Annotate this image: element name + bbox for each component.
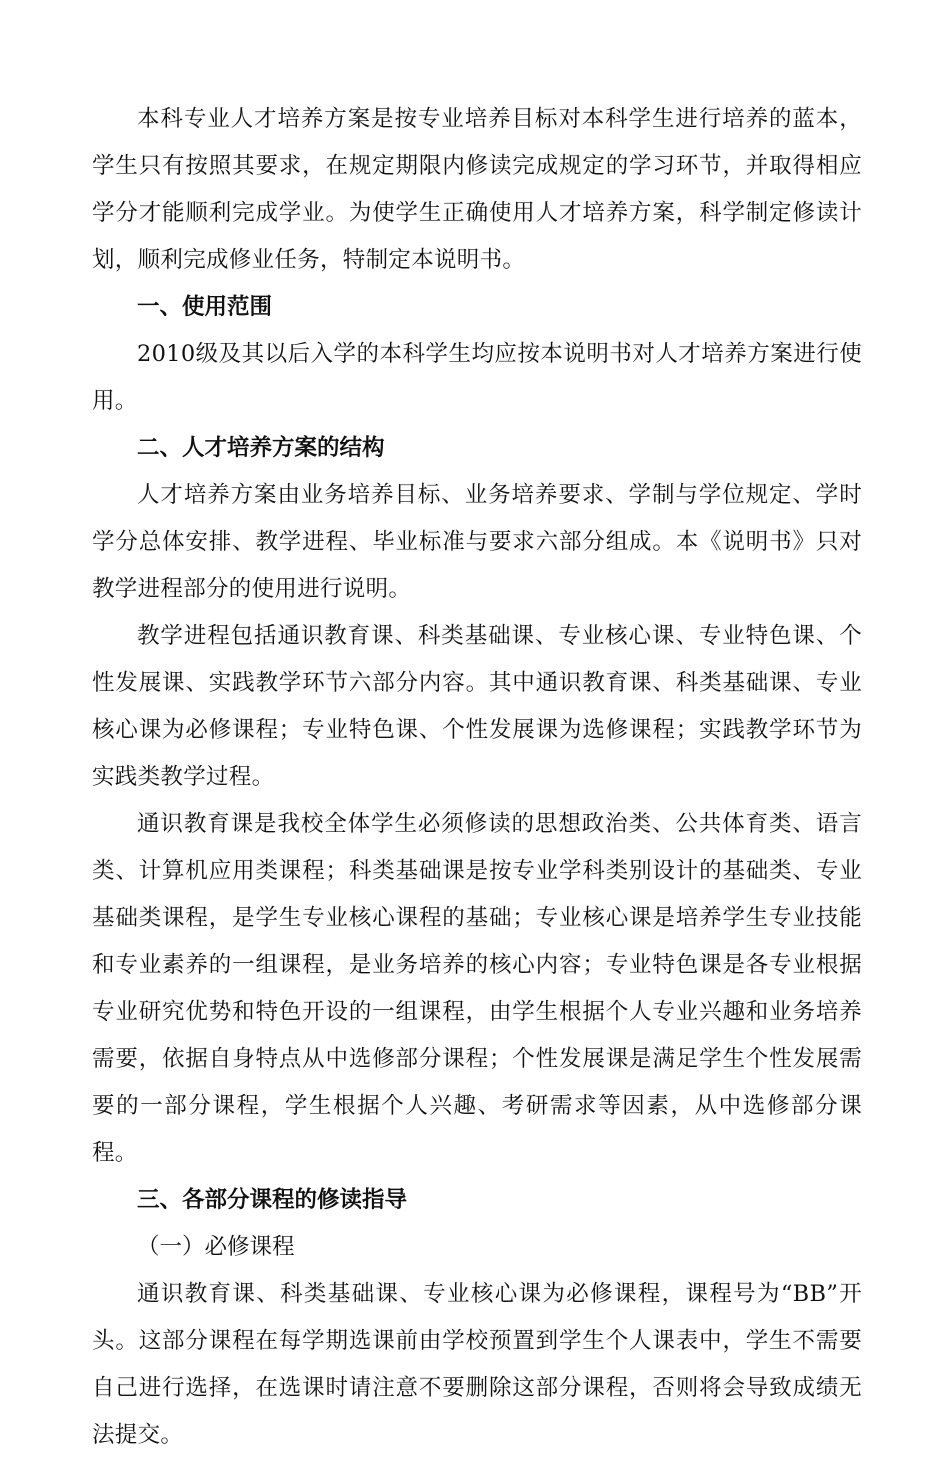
section-3-heading: 三、各部分课程的修读指导 [137,1187,408,1213]
subsection-required-body: 通识教育课、科类基础课、专业核心课为必修课程，课程号为“BB”开头。这部分课程在每学期选课前由学校预置到学生个人课表中，学生不需要自己进行选择，在选课时请注意不要删除这部分课程，否则将会导致成绩无法提交。 [92,1281,862,1448]
section-2-heading: 二、人才培养方案的结构 [137,435,385,461]
section-1-body: 2010级及其以后入学的本科学生均应按本说明书对人才培养方案进行使用。 [92,341,862,414]
subsection-required-heading: （一）必修课程 [137,1234,295,1260]
section-1-heading: 一、使用范围 [137,294,273,320]
section-2-paragraph-1: 人才培养方案由业务培养目标、业务培养要求、学制与学位规定、学时学分总体安排、教学进程、毕业标准与要求六部分组成。本《说明书》只对教学进程部分的使用进行说明。 [92,482,862,602]
section-2-paragraph-3: 通识教育课是我校全体学生必须修读的思想政治类、公共体育类、语言类、计算机应用类课程；科类基础课是按专业学科类别设计的基础类、专业基础类课程，是学生专业核心课程的基础；专业核心课是培养学生专业技能和专业素养的一组课程，是业务培养的核心内容；专业特色课是各专业根据专业研究优势和特色开设的一组课程，由学生根据个人专业兴趣和业务培养需要，依据自身特点从中选修部分课程；个性发展课是满足学生个性发展需要的一部分课程，学生根据个人兴趣、考研需求等因素，从中选修部分课程。 [92,811,862,1166]
intro-paragraph: 本科专业人才培养方案是按专业培养目标对本科学生进行培养的蓝本，学生只有按照其要求，在规定期限内修读完成规定的学习环节，并取得相应学分才能顺利完成学业。为使学生正确使用人才培养方案，科学制定修读计划，顺利完成修业任务，特制定本说明书。 [92,106,862,273]
document-body [92,96,862,1459]
section-2-paragraph-2: 教学进程包括通识教育课、科类基础课、专业核心课、专业特色课、个性发展课、实践教学环节六部分内容。其中通识教育课、科类基础课、专业核心课为必修课程；专业特色课、个性发展课为选修课程；实践教学环节为实践类教学过程。 [92,623,862,790]
